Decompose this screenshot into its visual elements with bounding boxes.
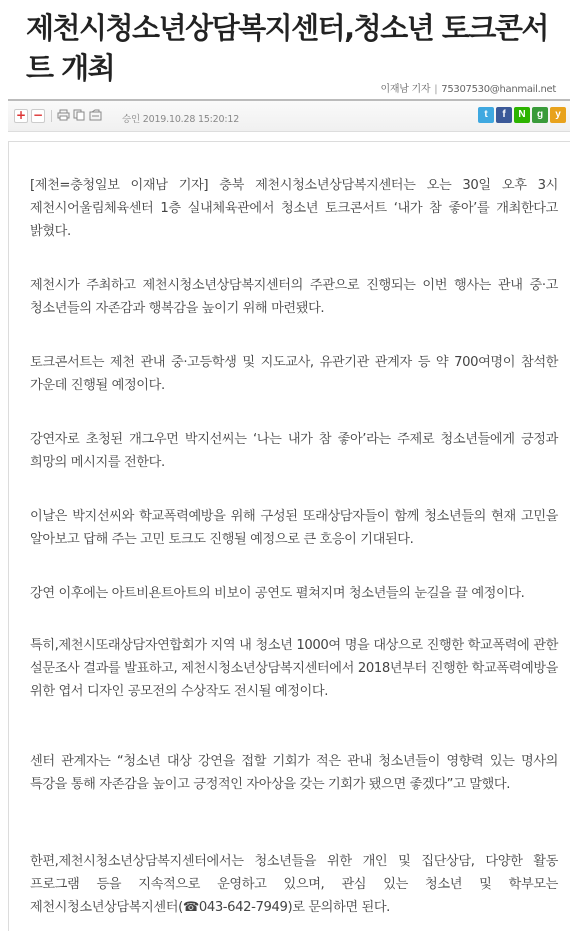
yozm-icon[interactable]: y bbox=[550, 107, 566, 123]
approved-timestamp: 승인 2019.10.28 15:20:12 bbox=[122, 114, 240, 125]
facebook-icon[interactable]: f bbox=[496, 107, 512, 123]
paragraph: 제천시가 주최하고 제천시청소년상담복지센터의 주관으로 진행되는 이번 행사는 관내 중·고 청소년들의 자존감과 행복감을 높이기 위해 마련됐다. bbox=[30, 278, 558, 316]
font-increase-button[interactable]: + bbox=[15, 108, 27, 122]
article-body bbox=[8, 141, 570, 931]
paragraph: [제천=충청일보 이재남 기자] 충북 제천시청소년상담복지센터는 오는 30일 오후 3시 제천시어울림체육센터 1층 실내체육관에서 청소년 토크콘서트 ‘내가 참 좋아’를 개최한다고 밝혔다. bbox=[30, 178, 558, 239]
google-plus-icon[interactable]: g bbox=[532, 107, 548, 123]
paragraph: 강연 이후에는 아트비욘트아트의 비보이 공연도 펼쳐지며 청소년들의 눈길을 끌 예정이다. bbox=[30, 586, 525, 601]
font-decrease-button[interactable]: − bbox=[32, 108, 44, 122]
article-title: 제천시청소년상담복지센터,청소년 토크콘서트 개최 bbox=[26, 11, 548, 85]
paragraph: 강연자로 초청된 개그우먼 박지선씨는 ‘나는 내가 참 좋아’라는 주제로 청소년들에게 긍정과 희망의 메시지를 전한다. bbox=[30, 432, 558, 470]
reporter-email[interactable]: 75307530@hanmail.net bbox=[441, 84, 556, 95]
article-toolbar bbox=[8, 99, 570, 132]
toolbar-divider bbox=[51, 110, 52, 122]
paragraph: 한편,제천시청소년상담복지센터에서는 청소년들을 위한 개인 및 집단상담, 다양한 활동 프로그램 등을 지속적으로 운영하고 있으며, 관심 있는 청소년 및 학부모는 제천시청소년상담복지센터(☎043-642-7949)로 문의하면 된다. bbox=[30, 854, 558, 915]
byline-separator: | bbox=[434, 84, 438, 95]
copy-icon[interactable] bbox=[72, 109, 87, 123]
paragraph: 이날은 박지선씨와 학교폭력예방을 위해 구성된 또래상담자들이 함께 청소년들의 현재 고민을 알아보고 답해 주는 고민 토크도 진행될 예정으로 큰 호응이 기대된다. bbox=[30, 509, 558, 547]
reporter-name[interactable]: 이재남 기자 bbox=[380, 84, 431, 95]
print-icon[interactable] bbox=[56, 109, 71, 123]
byline bbox=[381, 80, 556, 95]
twitter-icon[interactable]: t bbox=[478, 107, 494, 123]
paragraph: 특히,제천시또래상담자연합회가 지역 내 청소년 1000여 명을 대상으로 진행한 학교폭력에 관한 설문조사 결과를 발표하고, 제천시청소년상담복지센터에서 2018년부터 진행한 학교폭력예방을 위한 엽서 디자인 공모전의 수상작도 전시될 예정이다. bbox=[30, 638, 558, 699]
naver-icon[interactable]: N bbox=[514, 107, 530, 123]
scrap-icon[interactable] bbox=[88, 109, 103, 123]
paragraph: 센터 관계자는 “청소년 대상 강연을 접할 기회가 적은 관내 청소년들이 영향력 있는 명사의 특강을 통해 자존감을 높이고 긍정적인 자아상을 갖는 기회가 됐으면 좋겠다”고 말했다. bbox=[30, 754, 558, 792]
paragraph: 토크콘서트는 제천 관내 중·고등학생 및 지도교사, 유관기관 관계자 등 약 700여명이 참석한 가운데 진행될 예정이다. bbox=[30, 355, 558, 393]
